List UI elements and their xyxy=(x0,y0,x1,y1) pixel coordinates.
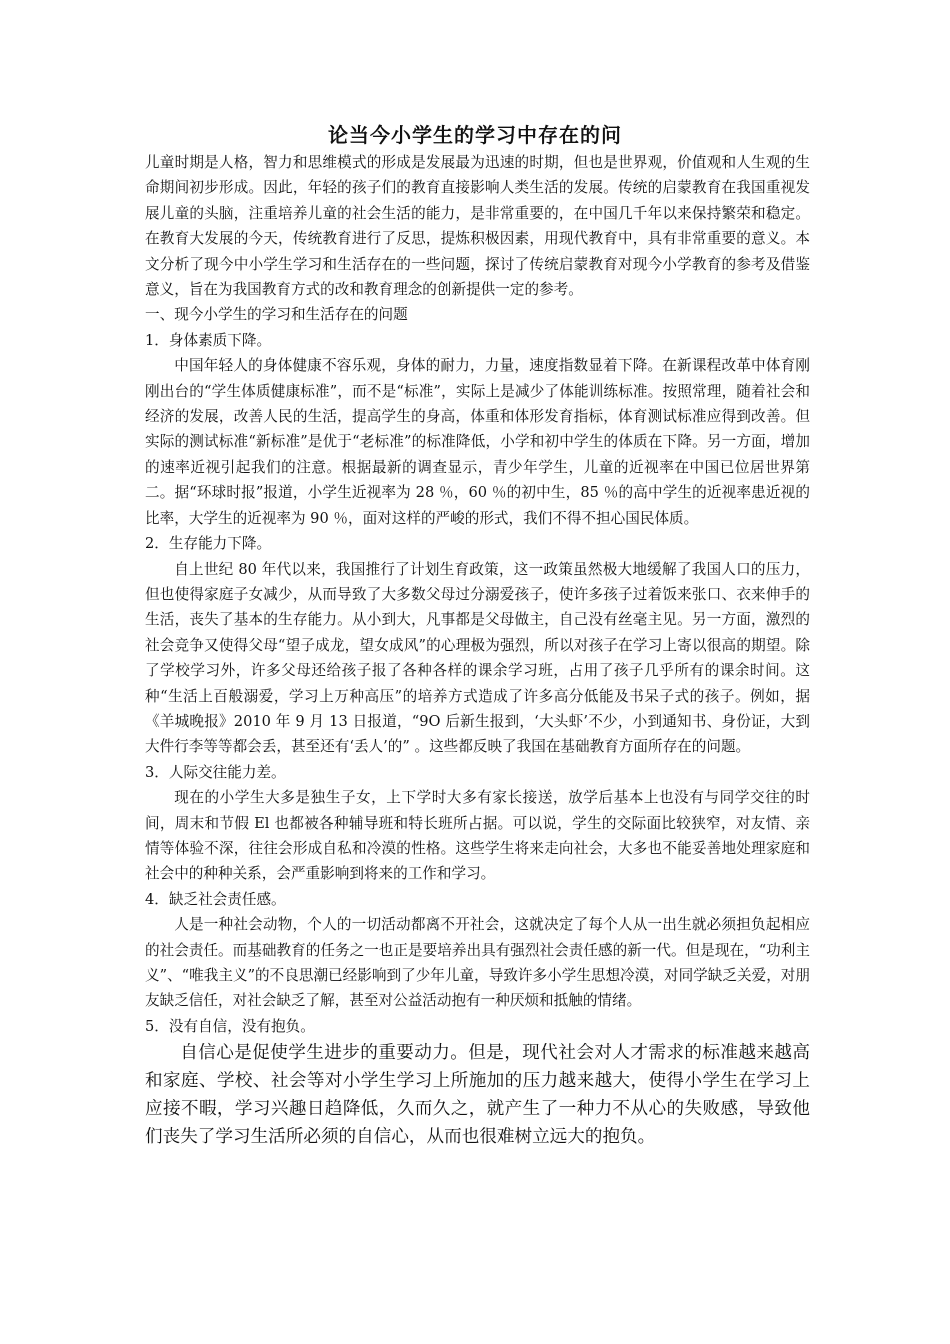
item-paragraph-4: 人是一种社会动物，个人的一切活动都离不开社会，这就决定了每个人从一出生就必须担负起相应的社会责任。而基础教育的任务之一也正是要培养出具有强烈社会责任感的新一代。但是现在，“功利主义”、“唯我主义”的不良思潮已经影响到了少年儿童，导致许多小学生思想冷漠，对同学缺乏关爱，对朋友缺乏信任，对社会缺乏了解，甚至对公益活动抱有一种厌烦和抵触的情绪。 xyxy=(145,916,810,1010)
intro-paragraph: 儿童时期是人格，智力和思维模式的形成是发展最为迅速的时期，但也是世界观，价值观和人生观的生命期间初步形成。因此，年轻的孩子们的教育直接影响人类生活的发展。传统的启蒙教育在我国重视发展儿童的头脑，注重培养儿童的社会生活的能力，是非常重要的，在中国几千年以来保持繁荣和稳定。在教育大发展的今天，传统教育进行了反思，提炼积极因素，用现代教育中，具有非常重要的意义。本文分析了现今中小学生学习和生活存在的一些问题，探讨了传统启蒙教育对现今小学教育的参考及借鉴意义，旨在为我国教育方式的改和教育理念的创新提供一定的参考。 xyxy=(145,154,810,299)
item-paragraph-5: 自信心是促使学生进步的重要动力。但是，现代社会对人才需求的标准越来越高和家庭、学校、社会等对小学生学习上所施加的压力越来越大，使得小学生在学习上应接不暇，学习兴趣日趋降低，久而久之，就产生了一种力不从心的失败感，导致他们丧失了学习生活所必须的自信心，从而也很难树立远大的抱负。 xyxy=(145,1043,810,1148)
item-heading-3: 3．人际交往能力差。 xyxy=(145,763,286,781)
item-paragraph-3: 现在的小学生大多是独生子女，上下学时大多有家长接送，放学后基本上也没有与同学交往的时间，周末和节假 El 也都被各种辅导班和特长班所占据。可以说，学生的交际面比较狭窄，对友情、亲情等体验不深，往往会形成自私和冷漠的性格。这些学生将来走向社会，大多也不能妥善地处理家庭和社会中的种种关系，会严重影响到将来的工作和学习。 xyxy=(145,789,810,883)
item-heading-5: 5．没有自信，没有抱负。 xyxy=(145,1017,315,1035)
item-heading-1: 1．身体素质下降。 xyxy=(145,331,272,349)
item-heading-2: 2．生存能力下降。 xyxy=(145,535,272,553)
item-heading-4: 4．缺乏社会责任感。 xyxy=(145,890,286,908)
document-body xyxy=(145,150,810,1151)
item-paragraph-2: 自上世纪 80 年代以来，我国推行了计划生育政策，这一政策虽然极大地缓解了我国人口的压力，但也使得家庭子女减少，从而导致了大多数父母过分溺爱孩子，使许多孩子过着饭来张口、衣来伸手的生活，丧失了基本的生存能力。从小到大，凡事都是父母做主，自己没有丝毫主见。另一方面，激烈的社会竞争又使得父母“望子成龙，望女成风”的心理极为强烈，所以对孩子在学习上寄以很高的期望。除了学校学习外，许多父母还给孩子报了各种各样的课余学习班，占用了孩子几乎所有的课余时间。这种“生活上百般溺爱，学习上万种高压”的培养方式造成了许多高分低能及书呆子式的孩子。例如，据《羊城晚报》2010 年 9 月 13 日报道，“9O 后新生报到，‘大头虾’不少，小到通知书、身份证，大到大件行李等等都会丢，甚至还有‘丢人’的” 。这些都反映了我国在基础教育方面所存在的问题。 xyxy=(145,560,810,756)
document-title: 论当今小学生的学习中存在的问 xyxy=(328,123,622,147)
item-paragraph-1: 中国年轻人的身体健康不容乐观，身体的耐力，力量，速度指数显着下降。在新课程改革中体育刚刚出台的“学生体质健康标准”，而不是“标准”，实际上是减少了体能训练标准。按照常理，随着社会和经济的发展，改善人民的生活，提高学生的身高，体重和体形发育指标，体育测试标准应得到改善。但实际的测试标准“新标准”是优于“老标准”的标准降低，小学和初中学生的体质在下降。另一方面，增加的速率近视引起我们的注意。根据最新的调查显示，青少年学生，儿童的近视率在中国已位居世界第二。据“环球时报”报道，小学生近视率为 28 ％，60 ％的初中生，85 ％的高中学生的近视率患近视的比率，大学生的近视率为 90 ％，面对这样的严峻的形式，我们不得不担心国民体质。 xyxy=(145,357,810,527)
section-heading: 一、现今小学生的学习和生活存在的问题 xyxy=(145,306,408,324)
